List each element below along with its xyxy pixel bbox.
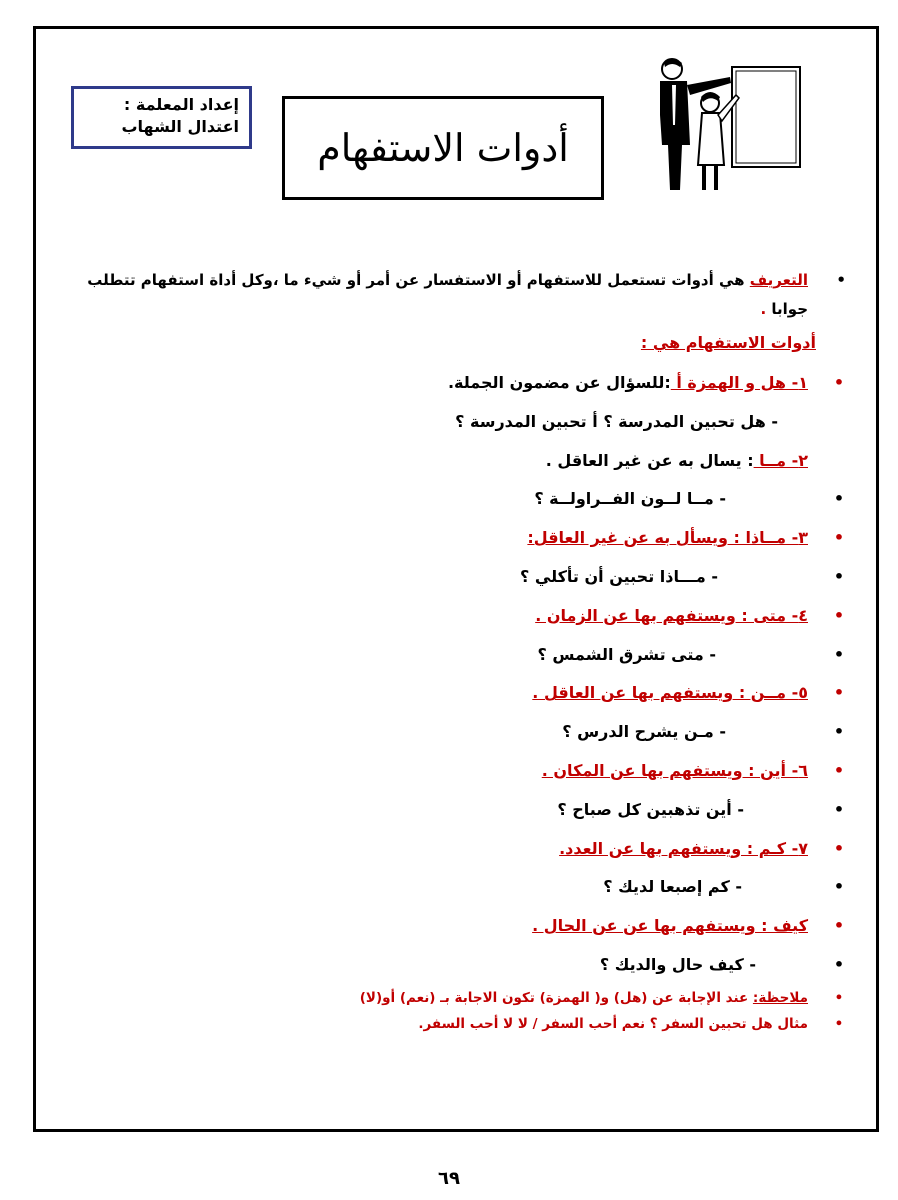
list-item: [80, 403, 846, 442]
list-item: [80, 558, 846, 597]
bullet: •: [833, 528, 845, 548]
tool-heading: ٤- متى : ويستفهم بها عن الزمان .: [535, 605, 808, 625]
tool-heading: ٦- أين : ويستفهم بها عن المكان .: [541, 760, 808, 780]
note-item: [80, 985, 846, 1011]
list-item: [80, 830, 846, 869]
example-text: - مــا لــون الفــراولــة ؟: [534, 489, 726, 509]
bullet: •: [834, 1015, 844, 1032]
tool-heading: ١- هل و الهمزة أ: [670, 373, 808, 392]
list-item: [80, 907, 846, 946]
list-item: [80, 946, 846, 985]
bullet: •: [833, 954, 845, 974]
bullet: •: [833, 877, 845, 897]
bullet: •: [834, 989, 844, 1006]
bullet: •: [833, 644, 845, 664]
definition-end: .: [760, 300, 767, 318]
list-item: [80, 791, 846, 830]
bullet: •: [833, 566, 845, 586]
example-text: - كم إصبعا لديك ؟: [603, 877, 742, 897]
list-item: [80, 636, 846, 675]
bullet: •: [833, 916, 845, 936]
bullet: •: [833, 799, 845, 819]
page-number: ٦٩: [438, 1168, 460, 1189]
page-title: أدوات الاستفهام: [282, 96, 604, 200]
definition-text: هي أدوات تستعمل للاستفهام أو الاستفسار عن أمر أو شيء ما ،وكل أداة استفهام تتطلب جوابا: [87, 271, 808, 318]
bullet: •: [836, 271, 846, 289]
tool-heading: ٣- مــاذا : ويسأل به عن غير العاقل:: [527, 528, 808, 548]
example-text: - هل تحبين المدرسة ؟ أ تحبين المدرسة ؟: [455, 411, 778, 431]
note-label: ملاحظة:: [752, 989, 808, 1006]
bullet: •: [833, 373, 845, 392]
tools-heading: أدوات الاستفهام هي :: [640, 333, 816, 352]
bullet: •: [833, 722, 845, 742]
definition-paragraph: [80, 266, 846, 324]
bullet: •: [833, 760, 845, 780]
list-item: [80, 752, 846, 791]
example-text: - أين تذهبين كل صباح ؟: [557, 799, 744, 819]
teacher-line-2: اعتدال الشهاب: [121, 117, 239, 136]
example-text: - مـن يشرح الدرس ؟: [562, 722, 726, 742]
teacher-credit-box: [71, 86, 252, 149]
definition-term: التعريف: [749, 271, 808, 289]
list-item: [80, 442, 846, 481]
tool-description: :للسؤال عن مضمون الجملة.: [447, 373, 671, 392]
bullet: •: [833, 838, 845, 858]
tool-heading: ٧- كـم : ويستفهم بها عن العدد.: [559, 838, 808, 858]
list-item: [80, 480, 846, 519]
tool-heading: ٥- مــن : ويستفهم بها عن العاقل .: [532, 683, 808, 703]
list-item: [80, 364, 846, 403]
list-item: [80, 597, 846, 636]
list-item: [80, 868, 846, 907]
list-item: [80, 674, 846, 713]
bullet: •: [833, 489, 845, 509]
content-area: [80, 266, 846, 1037]
list-item: [80, 519, 846, 558]
example-text: - مـــاذا تحبين أن تأكلي ؟: [520, 566, 718, 586]
teacher-line-1: إعداد المعلمة :: [123, 95, 239, 114]
bullet: •: [833, 683, 845, 703]
example-text: - متى تشرق الشمس ؟: [537, 644, 716, 664]
note-text: مثال هل تحبين السفر ؟ نعم أحب السفر / لا لا أحب السفر.: [418, 1015, 808, 1032]
tool-heading: ٢- مــا: [753, 450, 808, 470]
list-item: [80, 713, 846, 752]
note-text: عند الإجابة عن (هل) و( الهمزة) تكون الاجابة بـ (نعم) أو(لا): [359, 989, 753, 1006]
bullet: •: [833, 605, 845, 625]
tool-description: : يسال به عن غير العاقل .: [545, 450, 754, 470]
tool-heading: كيف : ويستفهم بها عن عن الحال .: [532, 916, 808, 936]
note-item: [80, 1011, 846, 1037]
example-text: - كيف حال والديك ؟: [599, 954, 756, 974]
teacher-student-board-illustration: [632, 55, 807, 195]
